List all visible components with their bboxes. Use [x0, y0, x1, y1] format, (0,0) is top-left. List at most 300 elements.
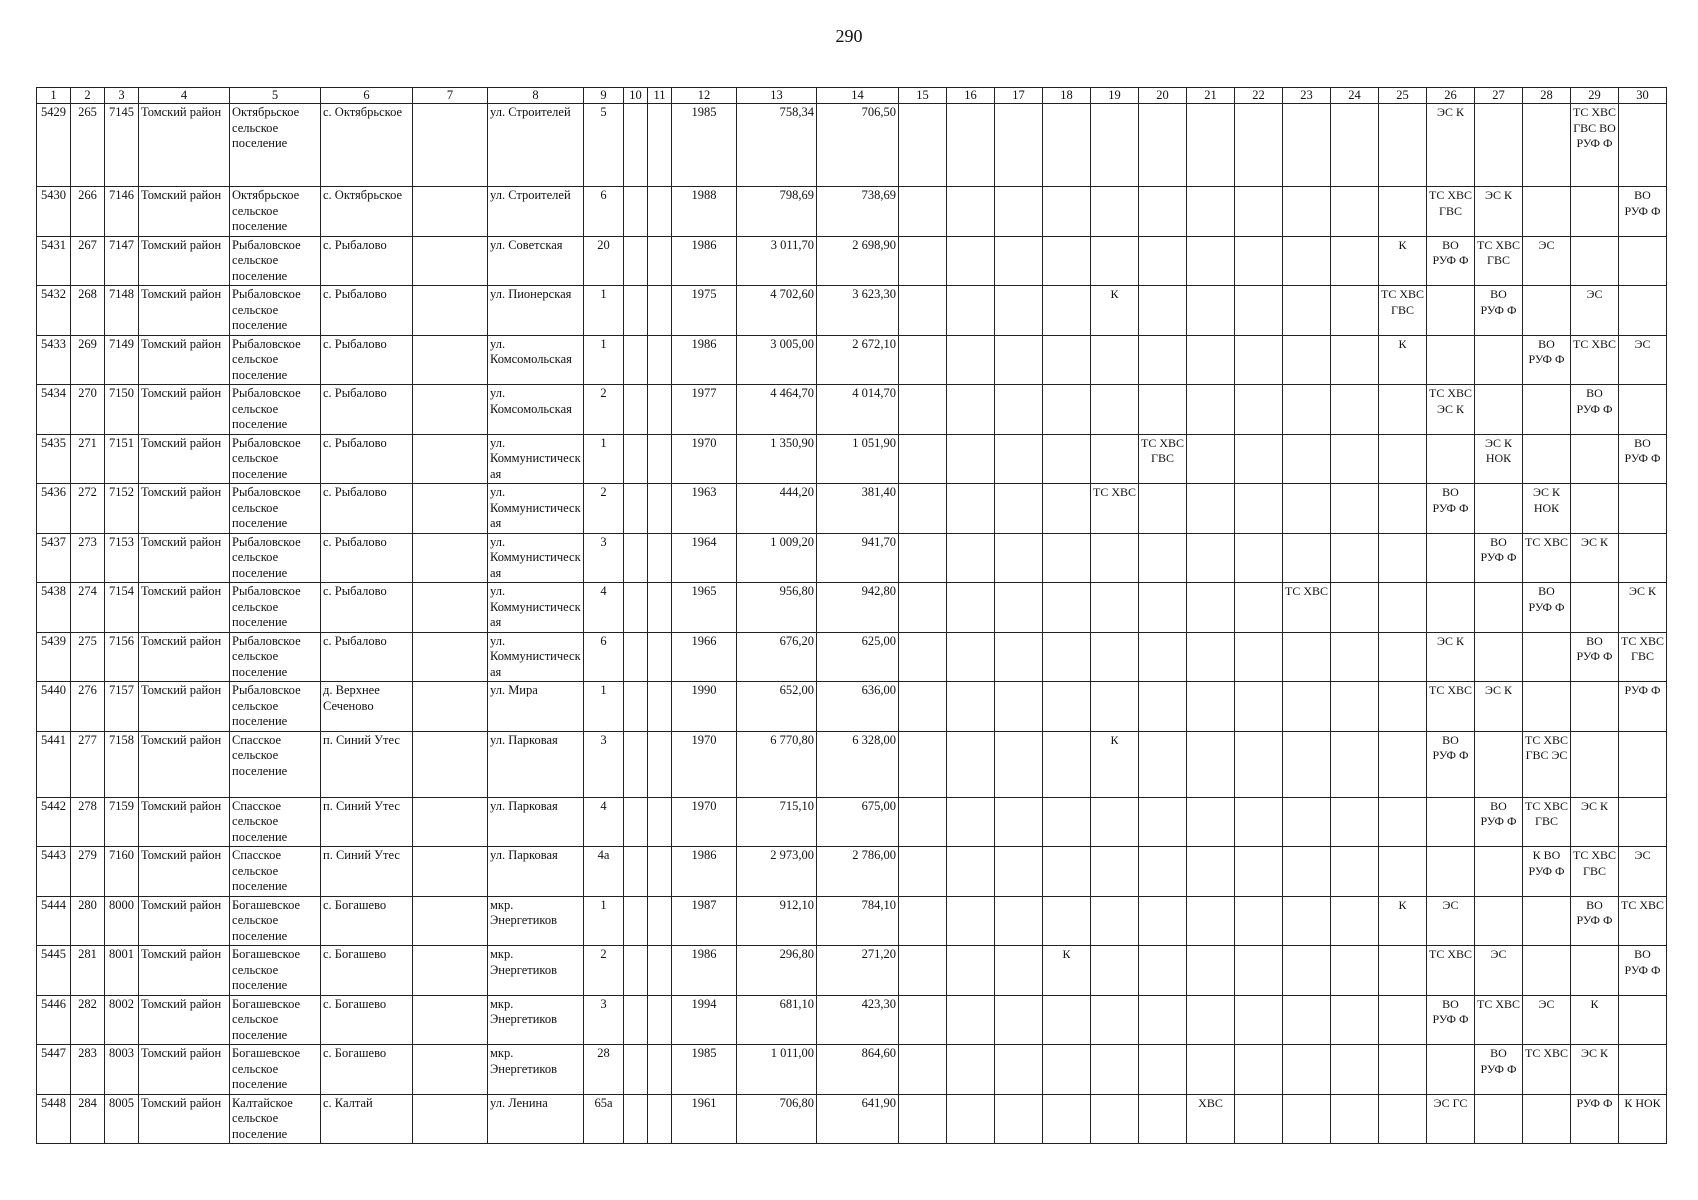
cell-col-27: [1475, 104, 1523, 187]
cell-col-10: [624, 946, 648, 996]
column-number-1: 1: [37, 88, 71, 104]
column-number-5: 5: [230, 88, 321, 104]
table-row: [37, 632, 1667, 682]
cell-col-27: [1475, 385, 1523, 435]
cell-col-29: ТС ХВС ГВС ВО РУФ Ф: [1571, 104, 1619, 187]
column-number-3: 3: [105, 88, 139, 104]
cell-col-28: [1523, 1094, 1571, 1144]
cell-col-12: 1990: [672, 682, 737, 732]
cell-col-26: [1427, 797, 1475, 847]
cell-col-4: Томский район: [139, 1045, 230, 1095]
cell-col-20: [1139, 946, 1187, 996]
cell-col-22: [1235, 1094, 1283, 1144]
cell-col-29: [1571, 236, 1619, 286]
cell-col-29: [1571, 682, 1619, 732]
cell-col-28: [1523, 946, 1571, 996]
cell-col-13: 676,20: [737, 632, 817, 682]
cell-col-29: ТС ХВС ГВС: [1571, 847, 1619, 897]
cell-col-11: [648, 236, 672, 286]
cell-col-18: [1043, 434, 1091, 484]
cell-col-3: 7150: [105, 385, 139, 435]
cell-col-15: [899, 104, 947, 187]
cell-col-7: [413, 335, 488, 385]
column-number-25: 25: [1379, 88, 1427, 104]
cell-col-21: [1187, 484, 1235, 534]
cell-col-7: [413, 847, 488, 897]
column-number-7: 7: [413, 88, 488, 104]
cell-col-21: [1187, 533, 1235, 583]
cell-col-13: 956,80: [737, 583, 817, 633]
cell-col-28: ТС ХВС ГВС: [1523, 797, 1571, 847]
cell-col-7: [413, 797, 488, 847]
cell-col-8: ул. Комсомольская: [488, 385, 584, 435]
cell-col-21: [1187, 236, 1235, 286]
cell-col-3: 8005: [105, 1094, 139, 1144]
cell-col-22: [1235, 236, 1283, 286]
cell-col-13: 3 011,70: [737, 236, 817, 286]
cell-col-2: 272: [71, 484, 105, 534]
cell-col-23: [1283, 896, 1331, 946]
cell-col-11: [648, 632, 672, 682]
cell-col-19: [1091, 847, 1139, 897]
cell-col-12: 1987: [672, 896, 737, 946]
cell-col-27: ЭС К: [1475, 682, 1523, 732]
cell-col-7: [413, 896, 488, 946]
cell-col-23: [1283, 1045, 1331, 1095]
cell-col-24: [1331, 583, 1379, 633]
cell-col-12: 1994: [672, 995, 737, 1045]
cell-col-25: [1379, 1094, 1427, 1144]
cell-col-2: 275: [71, 632, 105, 682]
cell-col-25: [1379, 632, 1427, 682]
cell-col-23: [1283, 484, 1331, 534]
cell-col-18: [1043, 1094, 1091, 1144]
cell-col-16: [947, 236, 995, 286]
cell-col-30: ЭС: [1619, 847, 1667, 897]
cell-col-24: [1331, 484, 1379, 534]
cell-col-4: Томский район: [139, 731, 230, 797]
cell-col-20: [1139, 484, 1187, 534]
table-row: [37, 434, 1667, 484]
cell-col-24: [1331, 335, 1379, 385]
cell-col-12: 1988: [672, 187, 737, 237]
cell-col-17: [995, 104, 1043, 187]
cell-col-7: [413, 731, 488, 797]
cell-col-6: с. Богашево: [321, 995, 413, 1045]
cell-col-5: Рыбаловское сельское поселение: [230, 484, 321, 534]
cell-col-14: 4 014,70: [817, 385, 899, 435]
cell-col-6: с. Рыбалово: [321, 583, 413, 633]
cell-col-18: [1043, 995, 1091, 1045]
table-row: [37, 797, 1667, 847]
cell-col-7: [413, 682, 488, 732]
cell-col-2: 267: [71, 236, 105, 286]
cell-col-14: 706,50: [817, 104, 899, 187]
cell-col-26: [1427, 847, 1475, 897]
cell-col-18: [1043, 731, 1091, 797]
cell-col-8: ул. Строителей: [488, 187, 584, 237]
cell-col-30: [1619, 995, 1667, 1045]
cell-col-11: [648, 731, 672, 797]
cell-col-29: [1571, 484, 1619, 534]
cell-col-17: [995, 434, 1043, 484]
cell-col-21: [1187, 896, 1235, 946]
cell-col-20: [1139, 1094, 1187, 1144]
cell-col-20: [1139, 995, 1187, 1045]
cell-col-28: [1523, 187, 1571, 237]
cell-col-24: [1331, 847, 1379, 897]
cell-col-18: [1043, 385, 1091, 435]
cell-col-4: Томский район: [139, 484, 230, 534]
cell-col-8: ул. Коммунистическая: [488, 484, 584, 534]
cell-col-26: [1427, 434, 1475, 484]
cell-col-19: [1091, 583, 1139, 633]
table-row: [37, 946, 1667, 996]
cell-col-25: [1379, 1045, 1427, 1095]
cell-col-19: [1091, 104, 1139, 187]
cell-col-13: 912,10: [737, 896, 817, 946]
cell-col-16: [947, 946, 995, 996]
cell-col-9: 1: [584, 896, 624, 946]
cell-col-23: [1283, 533, 1331, 583]
cell-col-4: Томский район: [139, 583, 230, 633]
cell-col-10: [624, 583, 648, 633]
cell-col-23: [1283, 434, 1331, 484]
cell-col-14: 784,10: [817, 896, 899, 946]
column-number-14: 14: [817, 88, 899, 104]
cell-col-24: [1331, 946, 1379, 996]
cell-col-30: [1619, 797, 1667, 847]
cell-col-22: [1235, 682, 1283, 732]
cell-col-30: [1619, 236, 1667, 286]
cell-col-14: 641,90: [817, 1094, 899, 1144]
cell-col-8: ул. Ленина: [488, 1094, 584, 1144]
cell-col-9: 4: [584, 583, 624, 633]
cell-col-21: [1187, 946, 1235, 996]
cell-col-25: К: [1379, 335, 1427, 385]
cell-col-30: [1619, 1045, 1667, 1095]
cell-col-4: Томский район: [139, 995, 230, 1045]
cell-col-10: [624, 533, 648, 583]
cell-col-6: п. Синий Утес: [321, 847, 413, 897]
cell-col-8: ул. Коммунистическая: [488, 434, 584, 484]
cell-col-4: Томский район: [139, 797, 230, 847]
cell-col-14: 381,40: [817, 484, 899, 534]
cell-col-12: 1986: [672, 946, 737, 996]
cell-col-28: ЭС К НОК: [1523, 484, 1571, 534]
cell-col-20: [1139, 632, 1187, 682]
cell-col-13: 1 011,00: [737, 1045, 817, 1095]
cell-col-2: 266: [71, 187, 105, 237]
cell-col-17: [995, 335, 1043, 385]
cell-col-12: 1985: [672, 104, 737, 187]
cell-col-27: [1475, 731, 1523, 797]
cell-col-25: [1379, 946, 1427, 996]
cell-col-15: [899, 797, 947, 847]
cell-col-25: [1379, 731, 1427, 797]
cell-col-19: [1091, 434, 1139, 484]
cell-col-30: [1619, 731, 1667, 797]
cell-col-17: [995, 583, 1043, 633]
cell-col-25: [1379, 104, 1427, 187]
cell-col-16: [947, 484, 995, 534]
cell-col-12: 1986: [672, 236, 737, 286]
table-row: [37, 484, 1667, 534]
cell-col-3: 7156: [105, 632, 139, 682]
cell-col-2: 268: [71, 286, 105, 336]
cell-col-10: [624, 1045, 648, 1095]
cell-col-21: [1187, 682, 1235, 732]
cell-col-4: Томский район: [139, 632, 230, 682]
table-row: [37, 682, 1667, 732]
cell-col-26: ТС ХВС ЭС К: [1427, 385, 1475, 435]
cell-col-18: [1043, 104, 1091, 187]
housing-register-table: [36, 87, 1667, 1144]
cell-col-13: 3 005,00: [737, 335, 817, 385]
cell-col-18: [1043, 847, 1091, 897]
cell-col-12: 1986: [672, 335, 737, 385]
cell-col-16: [947, 187, 995, 237]
cell-col-19: [1091, 1045, 1139, 1095]
cell-col-24: [1331, 995, 1379, 1045]
cell-col-29: ЭС: [1571, 286, 1619, 336]
table-row: [37, 335, 1667, 385]
cell-col-1: 5437: [37, 533, 71, 583]
cell-col-28: ТС ХВС: [1523, 533, 1571, 583]
cell-col-26: [1427, 1045, 1475, 1095]
cell-col-29: ВО РУФ Ф: [1571, 896, 1619, 946]
cell-col-19: ТС ХВС: [1091, 484, 1139, 534]
cell-col-2: 282: [71, 995, 105, 1045]
cell-col-2: 271: [71, 434, 105, 484]
cell-col-20: [1139, 682, 1187, 732]
cell-col-13: 681,10: [737, 995, 817, 1045]
cell-col-15: [899, 896, 947, 946]
cell-col-14: 864,60: [817, 1045, 899, 1095]
cell-col-27: [1475, 335, 1523, 385]
cell-col-11: [648, 946, 672, 996]
cell-col-11: [648, 286, 672, 336]
cell-col-10: [624, 236, 648, 286]
cell-col-26: ВО РУФ Ф: [1427, 995, 1475, 1045]
cell-col-7: [413, 484, 488, 534]
cell-col-9: 3: [584, 995, 624, 1045]
cell-col-24: [1331, 797, 1379, 847]
cell-col-28: ТС ХВС ГВС ЭС: [1523, 731, 1571, 797]
cell-col-2: 273: [71, 533, 105, 583]
cell-col-28: [1523, 286, 1571, 336]
cell-col-11: [648, 1045, 672, 1095]
cell-col-16: [947, 335, 995, 385]
cell-col-18: К: [1043, 946, 1091, 996]
cell-col-29: [1571, 434, 1619, 484]
cell-col-15: [899, 533, 947, 583]
cell-col-20: [1139, 286, 1187, 336]
cell-col-11: [648, 484, 672, 534]
cell-col-22: [1235, 484, 1283, 534]
page-number: 290: [835, 26, 863, 46]
cell-col-15: [899, 682, 947, 732]
cell-col-30: ВО РУФ Ф: [1619, 434, 1667, 484]
cell-col-9: 3: [584, 731, 624, 797]
cell-col-12: 1966: [672, 632, 737, 682]
cell-col-15: [899, 946, 947, 996]
cell-col-17: [995, 995, 1043, 1045]
cell-col-25: К: [1379, 896, 1427, 946]
table-row: [37, 104, 1667, 187]
cell-col-6: с. Рыбалово: [321, 236, 413, 286]
cell-col-13: 715,10: [737, 797, 817, 847]
cell-col-14: 423,30: [817, 995, 899, 1045]
cell-col-6: с. Калтай: [321, 1094, 413, 1144]
cell-col-26: ВО РУФ Ф: [1427, 731, 1475, 797]
cell-col-21: [1187, 335, 1235, 385]
cell-col-21: [1187, 632, 1235, 682]
cell-col-27: [1475, 896, 1523, 946]
cell-col-26: [1427, 583, 1475, 633]
cell-col-9: 3: [584, 533, 624, 583]
cell-col-1: 5436: [37, 484, 71, 534]
cell-col-9: 4а: [584, 847, 624, 897]
cell-col-30: К НОК: [1619, 1094, 1667, 1144]
cell-col-10: [624, 995, 648, 1045]
cell-col-29: ТС ХВС: [1571, 335, 1619, 385]
cell-col-14: 941,70: [817, 533, 899, 583]
cell-col-15: [899, 995, 947, 1045]
cell-col-20: [1139, 104, 1187, 187]
cell-col-16: [947, 434, 995, 484]
cell-col-24: [1331, 1045, 1379, 1095]
column-number-26: 26: [1427, 88, 1475, 104]
cell-col-6: с. Рыбалово: [321, 533, 413, 583]
cell-col-3: 7149: [105, 335, 139, 385]
cell-col-24: [1331, 533, 1379, 583]
cell-col-8: ул. Парковая: [488, 847, 584, 897]
cell-col-30: ТС ХВС ГВС: [1619, 632, 1667, 682]
cell-col-26: ТС ХВС ГВС: [1427, 187, 1475, 237]
cell-col-5: Богашевское сельское поселение: [230, 995, 321, 1045]
cell-col-23: [1283, 335, 1331, 385]
cell-col-23: [1283, 1094, 1331, 1144]
cell-col-9: 1: [584, 682, 624, 732]
cell-col-22: [1235, 104, 1283, 187]
cell-col-29: [1571, 187, 1619, 237]
cell-col-20: [1139, 896, 1187, 946]
cell-col-10: [624, 385, 648, 435]
cell-col-14: 1 051,90: [817, 434, 899, 484]
cell-col-3: 7151: [105, 434, 139, 484]
cell-col-11: [648, 797, 672, 847]
cell-col-1: 5438: [37, 583, 71, 633]
cell-col-29: К: [1571, 995, 1619, 1045]
cell-col-10: [624, 632, 648, 682]
cell-col-13: 706,80: [737, 1094, 817, 1144]
cell-col-24: [1331, 104, 1379, 187]
cell-col-23: [1283, 731, 1331, 797]
cell-col-6: д. Верхнее Сеченово: [321, 682, 413, 732]
cell-col-5: Октябрьское сельское поселение: [230, 104, 321, 187]
cell-col-6: с. Рыбалово: [321, 434, 413, 484]
cell-col-1: 5442: [37, 797, 71, 847]
cell-col-20: [1139, 187, 1187, 237]
cell-col-6: с. Рыбалово: [321, 484, 413, 534]
cell-col-5: Рыбаловское сельское поселение: [230, 632, 321, 682]
cell-col-18: [1043, 484, 1091, 534]
cell-col-6: с. Рыбалово: [321, 286, 413, 336]
cell-col-23: [1283, 187, 1331, 237]
cell-col-11: [648, 385, 672, 435]
table-row: [37, 731, 1667, 797]
cell-col-10: [624, 1094, 648, 1144]
cell-col-4: Томский район: [139, 335, 230, 385]
cell-col-9: 1: [584, 434, 624, 484]
cell-col-18: [1043, 682, 1091, 732]
cell-col-5: Спасское сельское поселение: [230, 797, 321, 847]
cell-col-4: Томский район: [139, 847, 230, 897]
column-number-29: 29: [1571, 88, 1619, 104]
cell-col-22: [1235, 335, 1283, 385]
cell-col-4: Томский район: [139, 896, 230, 946]
cell-col-30: ТС ХВС: [1619, 896, 1667, 946]
cell-col-28: ЭС: [1523, 236, 1571, 286]
cell-col-14: 6 328,00: [817, 731, 899, 797]
cell-col-15: [899, 187, 947, 237]
cell-col-26: [1427, 335, 1475, 385]
cell-col-25: [1379, 533, 1427, 583]
cell-col-13: 2 973,00: [737, 847, 817, 897]
cell-col-17: [995, 731, 1043, 797]
column-number-12: 12: [672, 88, 737, 104]
cell-col-16: [947, 847, 995, 897]
cell-col-17: [995, 385, 1043, 435]
cell-col-12: 1961: [672, 1094, 737, 1144]
cell-col-2: 276: [71, 682, 105, 732]
column-number-24: 24: [1331, 88, 1379, 104]
cell-col-1: 5447: [37, 1045, 71, 1095]
cell-col-9: 1: [584, 286, 624, 336]
cell-col-17: [995, 797, 1043, 847]
cell-col-24: [1331, 632, 1379, 682]
cell-col-27: ВО РУФ Ф: [1475, 286, 1523, 336]
cell-col-25: [1379, 847, 1427, 897]
cell-col-17: [995, 682, 1043, 732]
cell-col-27: ВО РУФ Ф: [1475, 533, 1523, 583]
cell-col-3: 7157: [105, 682, 139, 732]
cell-col-8: ул. Коммунистическая: [488, 632, 584, 682]
cell-col-14: 942,80: [817, 583, 899, 633]
cell-col-14: 2 786,00: [817, 847, 899, 897]
cell-col-8: ул. Коммунистическая: [488, 583, 584, 633]
cell-col-26: ЭС К: [1427, 632, 1475, 682]
cell-col-29: [1571, 731, 1619, 797]
cell-col-6: п. Синий Утес: [321, 731, 413, 797]
cell-col-22: [1235, 583, 1283, 633]
column-number-row: [37, 88, 1667, 104]
cell-col-3: 8001: [105, 946, 139, 996]
cell-col-30: ВО РУФ Ф: [1619, 187, 1667, 237]
cell-col-8: ул. Строителей: [488, 104, 584, 187]
cell-col-11: [648, 187, 672, 237]
cell-col-20: [1139, 583, 1187, 633]
cell-col-24: [1331, 731, 1379, 797]
cell-col-19: [1091, 385, 1139, 435]
cell-col-17: [995, 484, 1043, 534]
cell-col-28: ТС ХВС: [1523, 1045, 1571, 1095]
cell-col-11: [648, 533, 672, 583]
cell-col-7: [413, 385, 488, 435]
cell-col-18: [1043, 896, 1091, 946]
cell-col-7: [413, 187, 488, 237]
